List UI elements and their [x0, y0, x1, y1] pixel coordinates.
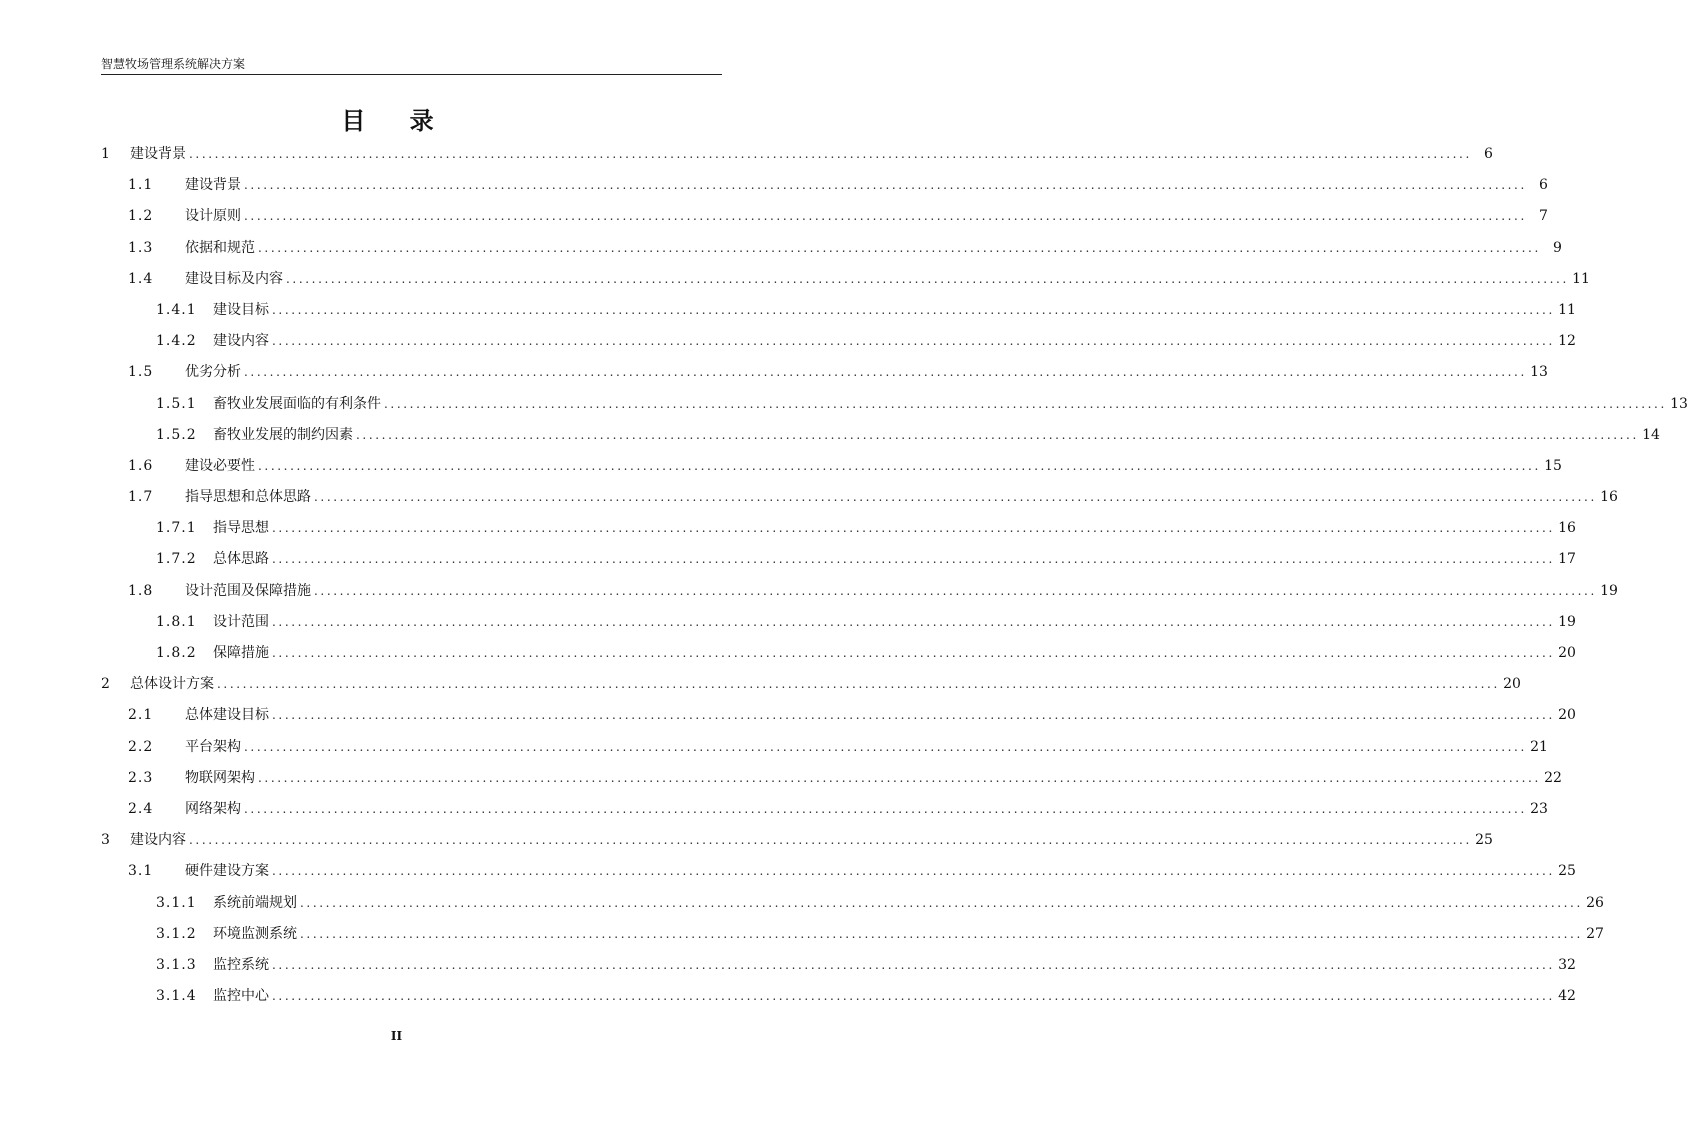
- toc-leader-dots: ........................................................................................................................................................................................................: [314, 490, 1597, 505]
- toc-entry-number: 3: [101, 832, 111, 849]
- toc-entry[interactable]: [101, 482, 1618, 513]
- toc-entry[interactable]: [101, 825, 1493, 856]
- toc-leader-dots: ........................................................................................................................................................................................................: [244, 365, 1527, 380]
- toc-entry-number: 1.2: [128, 208, 154, 225]
- toc-entry[interactable]: [101, 264, 1590, 295]
- toc-entry-page: 11: [1558, 301, 1576, 318]
- toc-entry-number: 1: [101, 146, 111, 162]
- toc-entry-page: 20: [1558, 707, 1576, 724]
- toc-entry-page: 19: [1558, 613, 1576, 630]
- toc-entry-label: 硬件建设方案: [185, 863, 269, 880]
- toc-leader-dots: ........................................................................................................................................................................................................: [300, 926, 1583, 941]
- toc-entry-label: 指导思想和总体思路: [185, 489, 311, 506]
- toc-entry-number: 1.8: [128, 582, 154, 599]
- toc-entry-label: 设计原则: [185, 208, 241, 225]
- toc-leader-dots: ........................................................................................................................................................................................................: [189, 833, 1472, 848]
- toc-entry-number: 3.1: [128, 863, 154, 880]
- toc-entry-number: 1.8.1: [156, 613, 197, 630]
- toc-entry[interactable]: [101, 888, 1604, 919]
- toc-entry[interactable]: [101, 950, 1576, 981]
- toc-leader-dots: ........................................................................................................................................................................................................: [244, 178, 1527, 193]
- toc-entry-label: 设计范围及保障措施: [185, 582, 311, 599]
- toc-entry[interactable]: [101, 326, 1576, 357]
- toc-entry-label: 优劣分析: [185, 364, 241, 381]
- page-header: [101, 54, 722, 75]
- toc-entry[interactable]: [101, 732, 1548, 763]
- toc-entry-page: 13: [1670, 395, 1688, 412]
- toc-entry[interactable]: [101, 295, 1576, 326]
- toc-leader-dots: ........................................................................................................................................................................................................: [217, 677, 1500, 692]
- toc-leader-dots: ........................................................................................................................................................................................................: [384, 396, 1667, 411]
- toc-entry[interactable]: [101, 544, 1576, 575]
- toc-entry-page: 9: [1552, 239, 1562, 256]
- toc-leader-dots: ........................................................................................................................................................................................................: [258, 770, 1541, 785]
- toc-leader-dots: ........................................................................................................................................................................................................: [244, 739, 1527, 754]
- toc-entry-label: 建设目标: [213, 301, 269, 318]
- toc-entry-page: 7: [1538, 208, 1548, 225]
- toc-entry-number: 2.4: [128, 800, 154, 817]
- toc-entry-page: 17: [1558, 551, 1576, 568]
- toc-entry-label: 建设必要性: [185, 457, 255, 474]
- toc-entry-label: 指导思想: [213, 520, 269, 537]
- toc-leader-dots: ........................................................................................................................................................................................................: [272, 521, 1555, 536]
- toc-entry[interactable]: [101, 981, 1576, 1012]
- toc-entry-page: 12: [1558, 333, 1576, 350]
- toc-title: 目 录: [341, 107, 452, 135]
- toc-entry-page: 20: [1503, 676, 1521, 693]
- toc-entry-label: 总体设计方案: [130, 676, 214, 693]
- toc-entry-label: 建设目标及内容: [185, 270, 283, 287]
- toc-leader-dots: ........................................................................................................................................................................................................: [272, 552, 1555, 567]
- toc-leader-dots: ........................................................................................................................................................................................................: [314, 583, 1597, 598]
- toc-entry-label: 系统前端规划: [213, 894, 297, 911]
- toc-entry-page: 42: [1558, 988, 1576, 1005]
- toc-entry[interactable]: [101, 513, 1576, 544]
- toc-entry-number: 1.3: [128, 239, 154, 256]
- toc-entry-label: 依据和规范: [185, 239, 255, 256]
- toc-entry-label: 建设背景: [130, 146, 186, 162]
- toc-entry-page: 21: [1530, 738, 1548, 755]
- toc-entry-page: 25: [1475, 832, 1493, 849]
- toc-entry-label: 总体建设目标: [185, 707, 269, 724]
- toc-leader-dots: ........................................................................................................................................................................................................: [272, 302, 1555, 317]
- toc-entry-number: 1.5: [128, 364, 154, 381]
- toc-entry-page: 15: [1544, 457, 1562, 474]
- toc-entry-number: 3.1.1: [156, 894, 197, 911]
- toc-entry-page: 16: [1558, 520, 1576, 537]
- toc-leader-dots: ........................................................................................................................................................................................................: [258, 240, 1541, 255]
- toc-entry[interactable]: [101, 451, 1562, 482]
- toc-leader-dots: ........................................................................................................................................................................................................: [258, 458, 1541, 473]
- toc-entry-number: 1.7: [128, 489, 154, 506]
- toc-entry[interactable]: [101, 420, 1660, 451]
- toc-entry[interactable]: [101, 700, 1576, 731]
- toc-leader-dots: ........................................................................................................................................................................................................: [356, 427, 1639, 442]
- toc-entry-number: 1.7.1: [156, 520, 197, 537]
- header-title: 智慧牧场管理系统解决方案: [101, 57, 246, 71]
- toc-leader-dots: ........................................................................................................................................................................................................: [272, 334, 1555, 349]
- toc-entry[interactable]: [101, 576, 1618, 607]
- toc-entry[interactable]: [101, 919, 1604, 950]
- toc-entry-label: 环境监测系统: [213, 925, 297, 942]
- toc-entry-number: 3.1.4: [156, 988, 197, 1005]
- toc-entry-number: 3.1.3: [156, 956, 197, 973]
- toc-entry-page: 6: [1483, 146, 1493, 162]
- toc-entry-label: 建设内容: [130, 832, 186, 849]
- toc-entry-number: 1.7.2: [156, 551, 197, 568]
- toc-leader-dots: ........................................................................................................................................................................................................: [244, 801, 1527, 816]
- toc-entry[interactable]: [101, 201, 1548, 232]
- toc-entry-label: 监控中心: [213, 988, 269, 1005]
- toc-entry-number: 2: [101, 676, 111, 693]
- toc-entry-page: 19: [1600, 582, 1618, 599]
- toc-entry-number: 1.5.2: [156, 426, 197, 443]
- toc-entry-number: 2.2: [128, 738, 154, 755]
- toc-entry-page: 20: [1558, 645, 1576, 661]
- toc-entry-page: 23: [1530, 800, 1548, 817]
- toc-entry-label: 物联网架构: [185, 769, 255, 786]
- toc-leader-dots: ........................................................................................................................................................................................................: [272, 708, 1555, 723]
- toc-entry-label: 畜牧业发展面临的有利条件: [213, 395, 381, 412]
- toc-leader-dots: ........................................................................................................................................................................................................: [272, 614, 1555, 629]
- toc-entry-label: 总体思路: [213, 551, 269, 568]
- toc-entry[interactable]: [101, 389, 1688, 420]
- toc-entry-page: 6: [1538, 177, 1548, 194]
- toc-entry[interactable]: [101, 233, 1562, 264]
- toc-entry-number: 1.6: [128, 457, 154, 474]
- toc-entry-page: 14: [1642, 426, 1660, 443]
- toc-leader-dots: ........................................................................................................................................................................................................: [272, 864, 1555, 879]
- toc-entry-number: 1.4.2: [156, 333, 197, 350]
- toc-entry[interactable]: [101, 638, 1576, 669]
- toc-entry-number: 2.3: [128, 769, 154, 786]
- toc-entry[interactable]: [101, 794, 1548, 825]
- toc-entry-page: 22: [1544, 769, 1562, 786]
- toc-leader-dots: ........................................................................................................................................................................................................: [189, 147, 1472, 161]
- toc-entry-label: 监控系统: [213, 956, 269, 973]
- toc-entry-number: 1.4: [128, 270, 154, 287]
- toc-entry-page: 13: [1530, 364, 1548, 381]
- toc-entry-page: 25: [1558, 863, 1576, 880]
- toc-entry[interactable]: [101, 139, 1493, 170]
- toc-entry[interactable]: [101, 170, 1548, 201]
- toc-entry[interactable]: [101, 669, 1521, 700]
- toc-entry-page: 26: [1586, 894, 1604, 911]
- toc-entry-label: 设计范围: [213, 613, 269, 630]
- toc-entry-label: 平台架构: [185, 738, 241, 755]
- page-number: II: [390, 1029, 403, 1043]
- toc-entry-number: 2.1: [128, 707, 154, 724]
- toc-entry-number: 1.5.1: [156, 395, 197, 412]
- toc-entry-page: 11: [1572, 270, 1590, 287]
- table-of-contents: [101, 139, 1688, 1012]
- toc-leader-dots: ........................................................................................................................................................................................................: [300, 895, 1583, 910]
- toc-leader-dots: ........................................................................................................................................................................................................: [244, 209, 1527, 224]
- toc-entry-label: 建设内容: [213, 333, 269, 350]
- toc-entry-page: 16: [1600, 489, 1618, 506]
- toc-entry[interactable]: [101, 607, 1576, 638]
- toc-leader-dots: ........................................................................................................................................................................................................: [272, 989, 1555, 1004]
- toc-entry-label: 建设背景: [185, 177, 241, 194]
- toc-entry-number: 1.8.2: [156, 645, 197, 661]
- toc-entry-page: 32: [1558, 956, 1576, 973]
- toc-leader-dots: ........................................................................................................................................................................................................: [272, 646, 1555, 660]
- toc-entry[interactable]: [101, 357, 1548, 388]
- toc-leader-dots: ........................................................................................................................................................................................................: [286, 271, 1569, 286]
- toc-entry-number: 1.4.1: [156, 301, 197, 318]
- toc-entry-label: 网络架构: [185, 800, 241, 817]
- toc-entry[interactable]: [101, 763, 1562, 794]
- toc-entry-number: 1.1: [128, 177, 154, 194]
- toc-entry-page: 27: [1586, 925, 1604, 942]
- toc-entry[interactable]: [101, 856, 1576, 887]
- toc-entry-number: 3.1.2: [156, 925, 197, 942]
- toc-entry-label: 畜牧业发展的制约因素: [213, 426, 353, 443]
- toc-entry-label: 保障措施: [213, 645, 269, 661]
- toc-leader-dots: ........................................................................................................................................................................................................: [272, 957, 1555, 972]
